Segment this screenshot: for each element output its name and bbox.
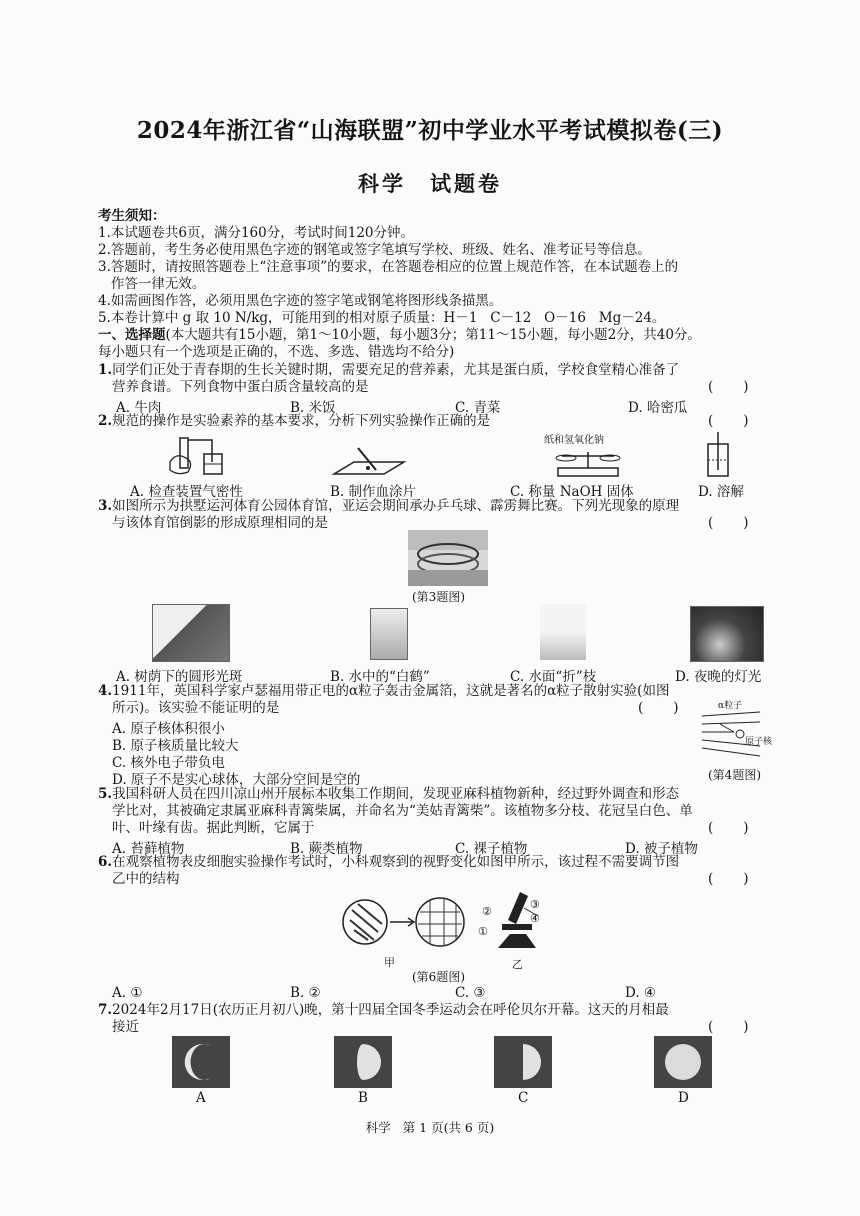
- option-d: D. 原子不是实心球体，大部分空间是空的: [112, 772, 361, 788]
- answer-bracket[interactable]: ( ): [708, 515, 749, 531]
- question-text: 规范的操作是实验素养的基本要求，分析下列实验操作正确的是: [112, 413, 491, 429]
- option-b: B. 原子核质量比较大: [112, 738, 239, 754]
- option-c: C. 裸子植物: [455, 841, 528, 857]
- section-desc-2: 每小题只有一个选项是正确的，不选、多选、错选均不给分): [98, 344, 455, 360]
- option-a: A. 原子核体积很小: [112, 721, 225, 737]
- question-number: 6.: [98, 854, 113, 870]
- option-c: C: [518, 1090, 529, 1106]
- blood-smear-figure: [330, 440, 410, 480]
- option-c: C. 水面“折”枝: [510, 669, 597, 685]
- notice-item: 5.本卷计算中 g 取 10 N/kg，可能用到的相对原子质量：H－1 C－12 O－16 Mg－24。: [98, 310, 666, 326]
- question-number: 2.: [98, 413, 113, 429]
- option-b: B. 制作血涂片: [330, 484, 417, 500]
- question-6: [98, 854, 679, 871]
- option-d: D. 被子植物: [625, 841, 698, 857]
- section-heading: [98, 327, 701, 344]
- stadium-reflection-photo: [408, 530, 488, 586]
- section-title: 一、选择题: [98, 327, 166, 343]
- question-text: 乙中的结构: [112, 871, 180, 887]
- answer-bracket[interactable]: ( ): [708, 871, 749, 887]
- question-text: 叶、叶缘有齿。据此判断，它属于: [112, 820, 315, 836]
- question-text: 2024年2月17日(农历正月初八)晚，第十四届全国冬季运动会在呼伦贝尔开幕。这天的月相最: [112, 1002, 669, 1018]
- airtightness-apparatus-figure: [160, 432, 240, 478]
- option-b: B. 米饭: [290, 400, 336, 416]
- structure-label-4: ④: [530, 912, 540, 925]
- question-2: [98, 413, 490, 430]
- answer-bracket[interactable]: ( ): [708, 379, 749, 395]
- notice-item: 1.本试题卷共6页，满分160分，考试时间120分钟。: [98, 225, 415, 241]
- question-text: 接近: [112, 1019, 139, 1035]
- question-5: [98, 786, 679, 803]
- question-1: [98, 362, 679, 379]
- option-a: A. 牛肉: [116, 400, 162, 416]
- option-b: B. 水中的“白鹤”: [330, 669, 430, 685]
- notice-item: 作答一律无效。: [98, 276, 206, 292]
- balance-scale-figure: [548, 446, 628, 478]
- question-text: 营养食谱。下列食物中蛋白质含量较高的是: [112, 379, 369, 395]
- option-a: A. ①: [112, 985, 143, 1001]
- option-c: C. 青菜: [455, 400, 501, 416]
- subject-label: 科学: [358, 171, 406, 196]
- question-7: [98, 1002, 669, 1019]
- notice-item: 3.答题时，请按照答题卷上“注意事项”的要求，在答题卷相应的位置上规范作答，在本试题卷上的: [98, 259, 679, 275]
- option-d: D. 溶解: [698, 484, 744, 500]
- figure-label: α粒子: [718, 701, 743, 711]
- moon-phase-b: [334, 1036, 392, 1088]
- moon-phase-a: [172, 1036, 230, 1088]
- question-text: 与该体育馆倒影的形成原理相同的是: [112, 515, 328, 531]
- question-number: 3.: [98, 498, 113, 514]
- microscope-field-figure: [340, 886, 470, 956]
- paper-label: 试题卷: [430, 171, 502, 196]
- notice-item: 4.如需画图作答，必须用黑色字迹的签字笔或钢笔将图形线条描黑。: [98, 293, 503, 309]
- notice-item: 2.答题前，考生务必使用黑色字迹的钢笔或签字笔填写学校、班级、姓名、准考证号等信息。: [98, 242, 651, 258]
- structure-label-3: ③: [530, 898, 540, 911]
- structure-label-2: ②: [482, 905, 492, 918]
- answer-bracket[interactable]: ( ): [708, 413, 749, 429]
- page-footer: 科学 第 1 页(共 6 页): [365, 1120, 495, 1135]
- question-number: 4.: [98, 683, 113, 699]
- question-number: 1.: [98, 362, 113, 378]
- moon-phase-d: [654, 1036, 712, 1088]
- figure-label: 原子核: [745, 737, 773, 747]
- exam-title: 2024年浙江省“山海联盟”初中学业水平考试模拟卷(三): [136, 117, 724, 144]
- figure-caption: (第3题图): [412, 590, 465, 604]
- figure-label-yi: 乙: [512, 958, 523, 971]
- option-a: A. 苔藓植物: [112, 841, 185, 857]
- question-text: 所示)。该实验不能证明的是: [112, 700, 280, 716]
- option-c: C. ③: [455, 985, 486, 1001]
- option-d: D. 夜晚的灯光: [675, 669, 762, 685]
- figure-label-jia: 甲: [384, 956, 395, 969]
- option-b: B: [358, 1090, 368, 1106]
- tree-shadow-photo: [152, 604, 230, 662]
- option-d: D. 哈密瓜: [628, 400, 688, 416]
- answer-bracket[interactable]: ( ): [708, 1019, 749, 1035]
- notice-heading: 考生须知：: [98, 208, 166, 224]
- white-crane-photo: [370, 608, 408, 660]
- option-d: D: [678, 1090, 689, 1106]
- option-b: B. ②: [290, 985, 321, 1001]
- section-desc: (本大题共有15小题，第1～10小题，每小题3分；第11～15小题，每小题2分，共40分。: [165, 327, 701, 343]
- question-text: 学比对，其被确定隶属亚麻科青篱柴属，并命名为“美姑青篱柴”。该植物多分枝、花冠呈白色、单: [112, 803, 693, 819]
- question-text: 在观察植物表皮细胞实验操作考试时，小科观察到的视野变化如图甲所示，该过程不需要调节图: [112, 854, 680, 870]
- option-a: A: [196, 1090, 206, 1106]
- question-3: [98, 498, 679, 515]
- option-d: D. ④: [625, 985, 657, 1001]
- question-text: 同学们正处于青春期的生长关键时期，需要充足的营养素，尤其是蛋白质，学校食堂精心准备了: [112, 362, 680, 378]
- question-number: 7.: [98, 1002, 113, 1018]
- structure-label-1: ①: [478, 925, 488, 938]
- answer-bracket[interactable]: ( ): [638, 700, 679, 716]
- bent-branch-photo: [540, 604, 586, 660]
- exam-subtitle: [0, 168, 860, 198]
- moon-phase-c: [494, 1036, 552, 1088]
- night-lights-photo: [690, 606, 764, 662]
- question-text: 我国科研人员在四川凉山州开展标本收集工作期间，发现亚麻科植物新种，经过野外调查和形态: [112, 786, 680, 802]
- answer-bracket[interactable]: ( ): [708, 820, 749, 836]
- figure-caption: (第6题图): [412, 970, 465, 984]
- figure-caption: (第4题图): [708, 768, 761, 782]
- option-a: A. 树荫下的圆形光斑: [116, 669, 243, 685]
- option-c: C. 核外电子带负电: [112, 755, 225, 771]
- option-c: C. 称量 NaOH 固体: [510, 484, 634, 500]
- option-b: B. 蕨类植物: [290, 841, 363, 857]
- figure-label: 纸和氢氧化钠: [544, 435, 604, 446]
- dissolving-beaker-figure: [700, 430, 736, 480]
- option-a: A. 检查装置气密性: [130, 484, 243, 500]
- question-text: 1911年，英国科学家卢瑟福用带正电的α粒子轰击金属箔，这就是著名的α粒子散射实验(如图: [112, 683, 670, 699]
- question-text: 如图所示为拱墅运河体育公园体育馆，亚运会期间承办乒乓球、霹雳舞比赛。下列光现象的原理: [112, 498, 680, 514]
- question-4: [98, 683, 669, 700]
- question-number: 5.: [98, 786, 113, 802]
